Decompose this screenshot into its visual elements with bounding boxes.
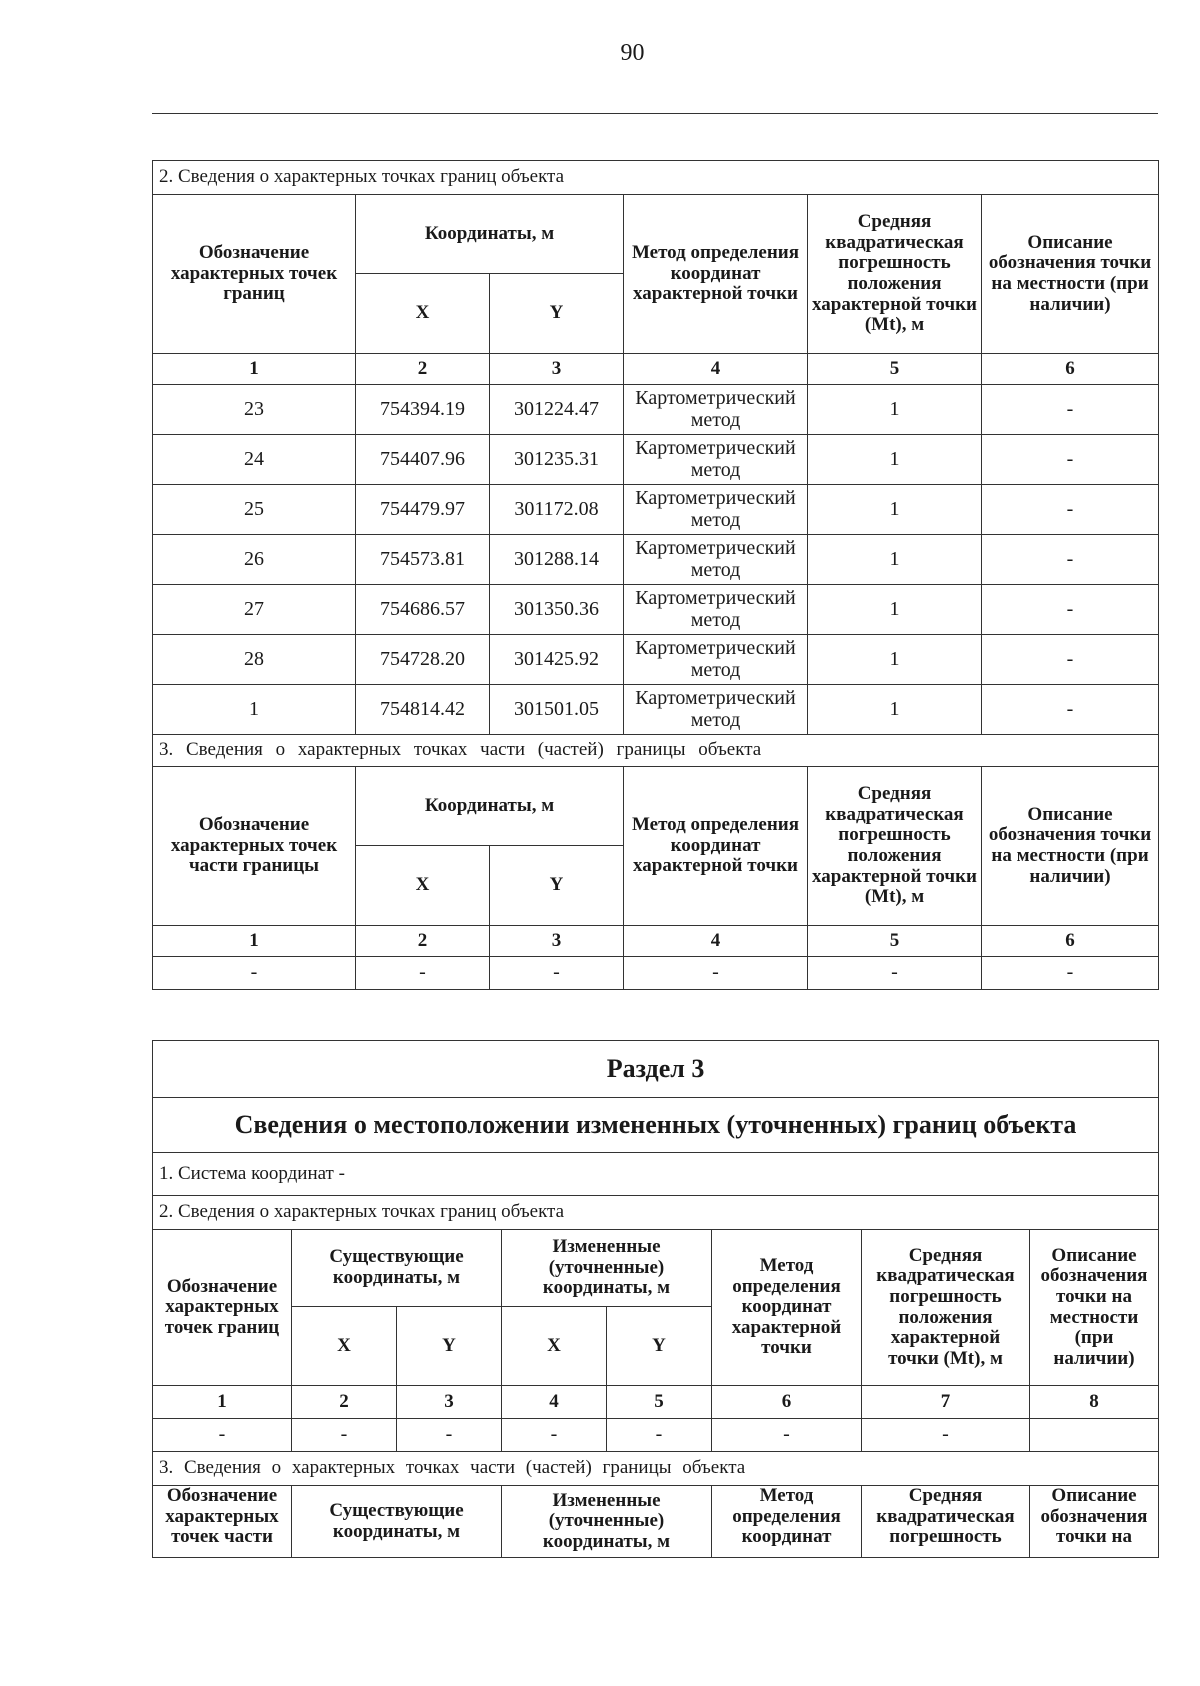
table-row (153, 585, 1159, 635)
header-x: X (356, 846, 490, 926)
col-num: 2 (292, 1386, 397, 1419)
col-num: 4 (624, 354, 808, 385)
boundary-points-table (152, 160, 1159, 990)
cell-x: 754394.19 (356, 385, 490, 435)
table-row (153, 485, 1159, 535)
cell-y: 301235.31 (490, 435, 624, 485)
cell-desc: - (982, 435, 1159, 485)
cell-point: 28 (153, 635, 356, 685)
table-row (153, 535, 1159, 585)
col-num: 7 (862, 1386, 1030, 1419)
header-method: Метод определения координат характерной точки (624, 767, 808, 926)
cell-y: 301172.08 (490, 485, 624, 535)
cell-point: 23 (153, 385, 356, 435)
page-number: 90 (620, 40, 645, 66)
cell-method: Картометрический метод (624, 585, 808, 635)
header-desc: Описание обозначения точки на (1030, 1486, 1159, 1558)
table-row (153, 385, 1159, 435)
cell-method: Картометрический метод (624, 485, 808, 535)
col-num: 1 (153, 926, 356, 957)
column-numbers-row (153, 1386, 1159, 1419)
cell-y: 301288.14 (490, 535, 624, 585)
cell-desc: - (982, 685, 1159, 735)
col-num: 6 (982, 926, 1159, 957)
table-row (153, 435, 1159, 485)
header-method: Метод определения координат характерной точки (712, 1230, 862, 1386)
cell-x: 754686.57 (356, 585, 490, 635)
cell-x: 754814.42 (356, 685, 490, 735)
header-desc: Описание обозначения точки на местности (при наличии) (982, 767, 1159, 926)
cell-y: 301501.05 (490, 685, 624, 735)
cell-method: Картометрический метод (624, 435, 808, 485)
cell-empty: - (607, 1419, 712, 1452)
cell-method: Картометрический метод (624, 635, 808, 685)
col-num: 2 (356, 354, 490, 385)
cell-point: 26 (153, 535, 356, 585)
changed-boundaries-table (152, 1040, 1159, 1558)
col-num: 3 (397, 1386, 502, 1419)
cell-method: Картометрический метод (624, 685, 808, 735)
col-num: 1 (153, 354, 356, 385)
cell-error: 1 (808, 485, 982, 535)
cell-empty: - (153, 1419, 292, 1452)
col-num: 5 (607, 1386, 712, 1419)
table-row (153, 957, 1159, 990)
header-existing-coords: Существующие координаты, м (292, 1486, 502, 1558)
header-x: X (356, 274, 490, 354)
cell-x: 754407.96 (356, 435, 490, 485)
col-num: 6 (982, 354, 1159, 385)
col-num: 6 (712, 1386, 862, 1419)
section-title: Сведения о местоположении измененных (уточненных) границ объекта (153, 1098, 1159, 1153)
cell-desc: - (982, 385, 1159, 435)
part-title: Раздел 3 (153, 1041, 1159, 1098)
column-numbers-row (153, 354, 1159, 385)
col-num: 2 (356, 926, 490, 957)
header-x: X (502, 1307, 607, 1386)
header-method: Метод определения координат (712, 1486, 862, 1558)
cell-empty: - (502, 1419, 607, 1452)
cell-x: 754728.20 (356, 635, 490, 685)
col-num: 3 (490, 354, 624, 385)
column-numbers-row (153, 926, 1159, 957)
cell-empty: - (982, 957, 1159, 990)
cell-empty: - (862, 1419, 1030, 1452)
truncated-header-row (153, 1486, 1159, 1558)
col-num: 4 (624, 926, 808, 957)
header-changed-coords: Измененные (уточненные) координаты, м (502, 1230, 712, 1307)
cell-x: 754479.97 (356, 485, 490, 535)
col-num: 5 (808, 354, 982, 385)
section3-title: 3. Сведения о характерных точках части (частей) границы объекта (153, 1452, 1159, 1486)
cell-y: 301224.47 (490, 385, 624, 435)
header-y: Y (397, 1307, 502, 1386)
cell-error: 1 (808, 435, 982, 485)
header-method: Метод определения координат характерной точки (624, 195, 808, 354)
cell-y: 301350.36 (490, 585, 624, 635)
header-point: Обозначение характерных точек границ (153, 195, 356, 354)
cell-empty: - (292, 1419, 397, 1452)
header-changed-coords: Измененные (уточненные) координаты, м (502, 1486, 712, 1558)
cell-x: 754573.81 (356, 535, 490, 585)
header-y: Y (490, 846, 624, 926)
cell-desc: - (982, 585, 1159, 635)
header-rule (152, 113, 1158, 114)
header-coords: Координаты, м (356, 195, 624, 274)
header-point-part: Обозначение характерных точек части границы (153, 767, 356, 926)
header-point-part: Обозначение характерных точек части (153, 1486, 292, 1558)
cell-point: 27 (153, 585, 356, 635)
cell-point: 24 (153, 435, 356, 485)
cell-point: 25 (153, 485, 356, 535)
cell-y: 301425.92 (490, 635, 624, 685)
cell-point: 1 (153, 685, 356, 735)
cell-empty: - (808, 957, 982, 990)
cell-empty: - (356, 957, 490, 990)
cell-empty: - (624, 957, 808, 990)
cell-desc: - (982, 485, 1159, 535)
col-num: 5 (808, 926, 982, 957)
cell-empty: - (397, 1419, 502, 1452)
section3-title: 3. Сведения о характерных точках части (частей) границы объекта (153, 735, 1159, 767)
section2-title: 2. Сведения о характерных точках границ объекта (153, 1196, 1159, 1230)
header-existing-coords: Существующие координаты, м (292, 1230, 502, 1307)
header-error: Средняя квадратическая погрешность положения характерной точки (Mt), м (808, 195, 982, 354)
header-desc: Описание обозначения точки на местности (при наличии) (1030, 1230, 1159, 1386)
header-y: Y (490, 274, 624, 354)
col-num: 1 (153, 1386, 292, 1419)
header-error: Средняя квадратическая погрешность положения характерной точки (Mt), м (862, 1230, 1030, 1386)
cell-error: 1 (808, 685, 982, 735)
cell-desc: - (982, 535, 1159, 585)
coord-system: 1. Система координат - (153, 1153, 1159, 1196)
section2-title: 2. Сведения о характерных точках границ объекта (153, 161, 1159, 195)
header-x: X (292, 1307, 397, 1386)
cell-error: 1 (808, 585, 982, 635)
col-num: 3 (490, 926, 624, 957)
cell-error: 1 (808, 385, 982, 435)
table-row (153, 685, 1159, 735)
cell-error: 1 (808, 635, 982, 685)
header-desc: Описание обозначения точки на местности (при наличии) (982, 195, 1159, 354)
header-y: Y (607, 1307, 712, 1386)
header-point: Обозначение характерных точек границ (153, 1230, 292, 1386)
header-coords: Координаты, м (356, 767, 624, 846)
cell-error: 1 (808, 535, 982, 585)
cell-method: Картометрический метод (624, 385, 808, 435)
cell-empty: - (712, 1419, 862, 1452)
header-error: Средняя квадратическая погрешность (862, 1486, 1030, 1558)
cell-desc: - (982, 635, 1159, 685)
cell-empty: - (153, 957, 356, 990)
table-row (153, 635, 1159, 685)
col-num: 8 (1030, 1386, 1159, 1419)
cell-method: Картометрический метод (624, 535, 808, 585)
cell-empty (1030, 1419, 1159, 1452)
cell-empty: - (490, 957, 624, 990)
header-error: Средняя квадратическая погрешность положения характерной точки (Mt), м (808, 767, 982, 926)
col-num: 4 (502, 1386, 607, 1419)
table-row (153, 1419, 1159, 1452)
